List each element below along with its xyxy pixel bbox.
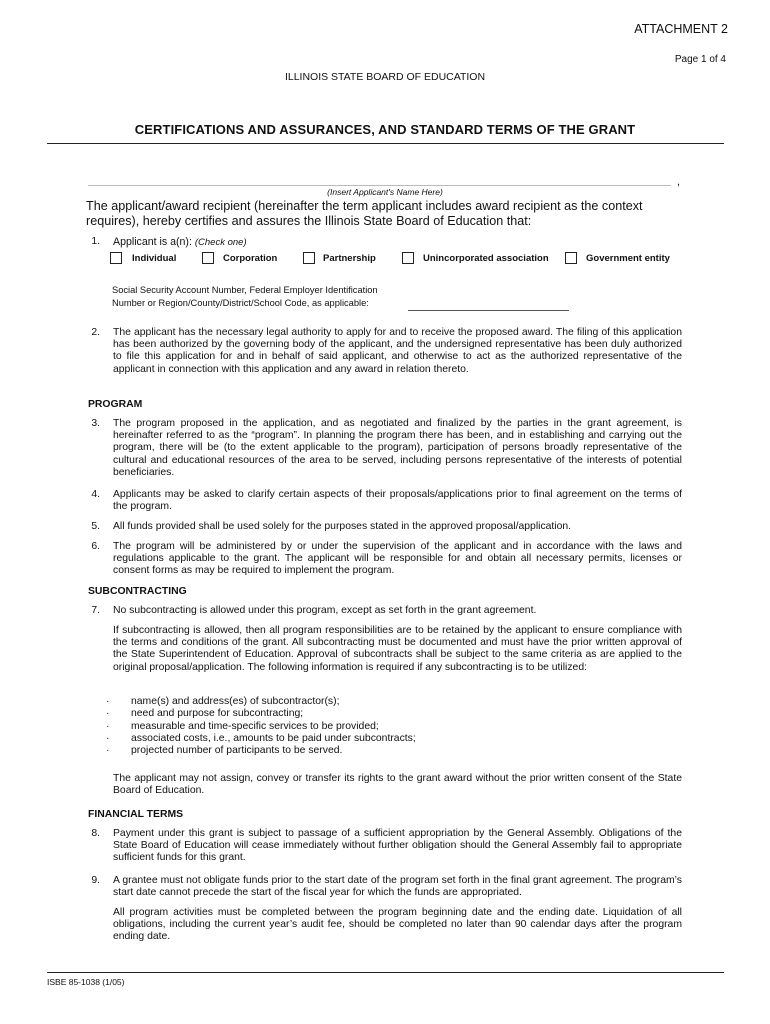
title-divider: [47, 143, 724, 144]
item-1: [86, 236, 682, 249]
applicant-name-caption: (Insert Applicant's Name Here): [327, 187, 443, 197]
item-8: [86, 828, 682, 865]
item-text: The applicant has the necessary legal authority to apply for and to receive the proposed award. The filing of this application has been authorized by the governing body of the applicant, and the undersigned representative has been duly authorized to file this application for and in behalf of said applicant, and otherwise to act as the authorized representative of the applicant in connection with this application and any award in relation thereto.: [113, 327, 682, 375]
intro-statement: The applicant/award recipient (hereinafter the term applicant includes award recipient as the context requires), hereby certifies and assures the Illinois State Board of Education that:: [86, 199, 643, 228]
item-6: [86, 541, 682, 578]
document-title: CERTIFICATIONS AND ASSURANCES, AND STANDARD TERMS OF THE GRANT: [134, 122, 636, 137]
page-number: Page 1 of 4: [674, 54, 726, 65]
item-number: 9.: [91, 875, 100, 886]
list-item: · name(s) and address(es) of subcontractor(s);: [106, 696, 416, 708]
item-number: 1.: [91, 236, 100, 247]
ssn-label: [112, 284, 378, 310]
item-number: 8.: [91, 828, 100, 839]
checkbox-partnership[interactable]: [303, 252, 315, 264]
section-subcontracting: SUBCONTRACTING: [88, 586, 187, 597]
item-9: [86, 875, 682, 899]
applicant-type-label: Applicant is a(n):: [113, 236, 192, 248]
option-partnership: Partnership: [323, 253, 376, 264]
list-item: · measurable and time-specific services to be provided;: [106, 721, 416, 733]
assignment-paragraph: The applicant may not assign, convey or transfer its rights to the grant award without the prior written consent of the State Board of Education.: [113, 773, 682, 797]
item-3: [86, 418, 682, 479]
option-individual: Individual: [132, 253, 177, 264]
program-activities-paragraph: All program activities must be completed between the program beginning date and the ending date. Liquidation of all obligations, including the current year’s audit fee, should be completed no later than 90 calendar days after the program ending date.: [113, 907, 682, 943]
list-item: · associated costs, i.e., amounts to be paid under subcontracts;: [106, 733, 416, 745]
item-text: Payment under this grant is subject to passage of a sufficient appropriation by the General Assembly. Obligations of the State Board of Education will cease immediately without further obligation should the General Assembly fail to appropriate sufficient funds for this grant.: [113, 828, 682, 864]
option-corporation: Corporation: [223, 253, 278, 264]
checkbox-individual[interactable]: [110, 252, 122, 264]
section-financial-terms: FINANCIAL TERMS: [88, 809, 184, 820]
form-number: ISBE 85-1038 (1/05): [47, 977, 125, 987]
attachment-label: ATTACHMENT 2: [634, 22, 728, 36]
item-5: [86, 521, 682, 533]
checkbox-government-entity[interactable]: [565, 252, 577, 264]
check-one-hint: (Check one): [194, 237, 247, 248]
option-unincorporated-association: Unincorporated association: [423, 253, 549, 264]
applicant-name-comma: ,: [677, 176, 681, 188]
subcontracting-paragraph: If subcontracting is allowed, then all program responsibilities are to be retained by the applicant to ensure compliance with the terms and conditions of the grant. All subcontracting must be documented and must have the prior written approval of the State Superintendent of Education. Approval of subcontracts shall be subject to the same criteria as are applied to the original proposal/application. The following information is required if any subcontracting is to be utilized:: [113, 625, 682, 673]
applicant-name-field[interactable]: [88, 185, 671, 186]
checkbox-corporation[interactable]: [202, 252, 214, 264]
item-number: 3.: [91, 418, 100, 429]
item-number: 6.: [91, 541, 100, 552]
list-item: · projected number of participants to be served.: [106, 745, 416, 757]
item-text: The program will be administered by or under the supervision of the applicant and in accordance with the laws and regulations applicable to the grant. The applicant will be responsible for and obtain all necessary permits, licenses or consent forms as may be required to implement the program.: [113, 541, 682, 577]
item-text: A grantee must not obligate funds prior to the start date of the program set forth in the final grant agreement. The program’s start date cannot precede the start of the fiscal year for which the funds are appropriated.: [113, 875, 682, 899]
subcontracting-requirements-list: [106, 696, 416, 757]
ssn-label-line-1: Social Security Account Number, Federal Employer Identification: [112, 285, 378, 295]
item-text: No subcontracting is allowed under this program, except as set forth in the grant agreement.: [113, 605, 537, 616]
item-number: 2.: [91, 327, 100, 338]
item-4: [86, 489, 682, 513]
item-7: [86, 605, 682, 617]
board-name: ILLINOIS STATE BOARD OF EDUCATION: [284, 71, 486, 83]
footer-divider: [47, 972, 724, 973]
item-number: 5.: [91, 521, 100, 532]
ssn-input-line[interactable]: [408, 310, 569, 311]
ssn-label-line-2: Number or Region/County/District/School Code, as applicable:: [112, 298, 369, 308]
item-2: [86, 327, 682, 376]
list-item: · need and purpose for subcontracting;: [106, 708, 416, 720]
option-government-entity: Government entity: [586, 253, 670, 264]
item-number: 4.: [91, 489, 100, 500]
checkbox-unincorporated-association[interactable]: [402, 252, 414, 264]
item-text: Applicants may be asked to clarify certain aspects of their proposals/applications prior to final agreement on the terms of the program.: [113, 489, 682, 513]
item-number: 7.: [91, 605, 100, 616]
item-text: The program proposed in the application, and as negotiated and finalized by the parties in the grant agreement, is hereinafter referred to as the “program”. In planning the program there has been, and in establishing and carrying out the program, there will be (to the extent applicable to the program), participation of persons broadly representative of the cultural and educational resources of the area to be served, including persons representative of the interests of potential beneficiaries.: [113, 418, 682, 478]
item-text: All funds provided shall be used solely for the purposes stated in the approved proposal/application.: [113, 521, 572, 532]
section-program: PROGRAM: [88, 399, 143, 410]
